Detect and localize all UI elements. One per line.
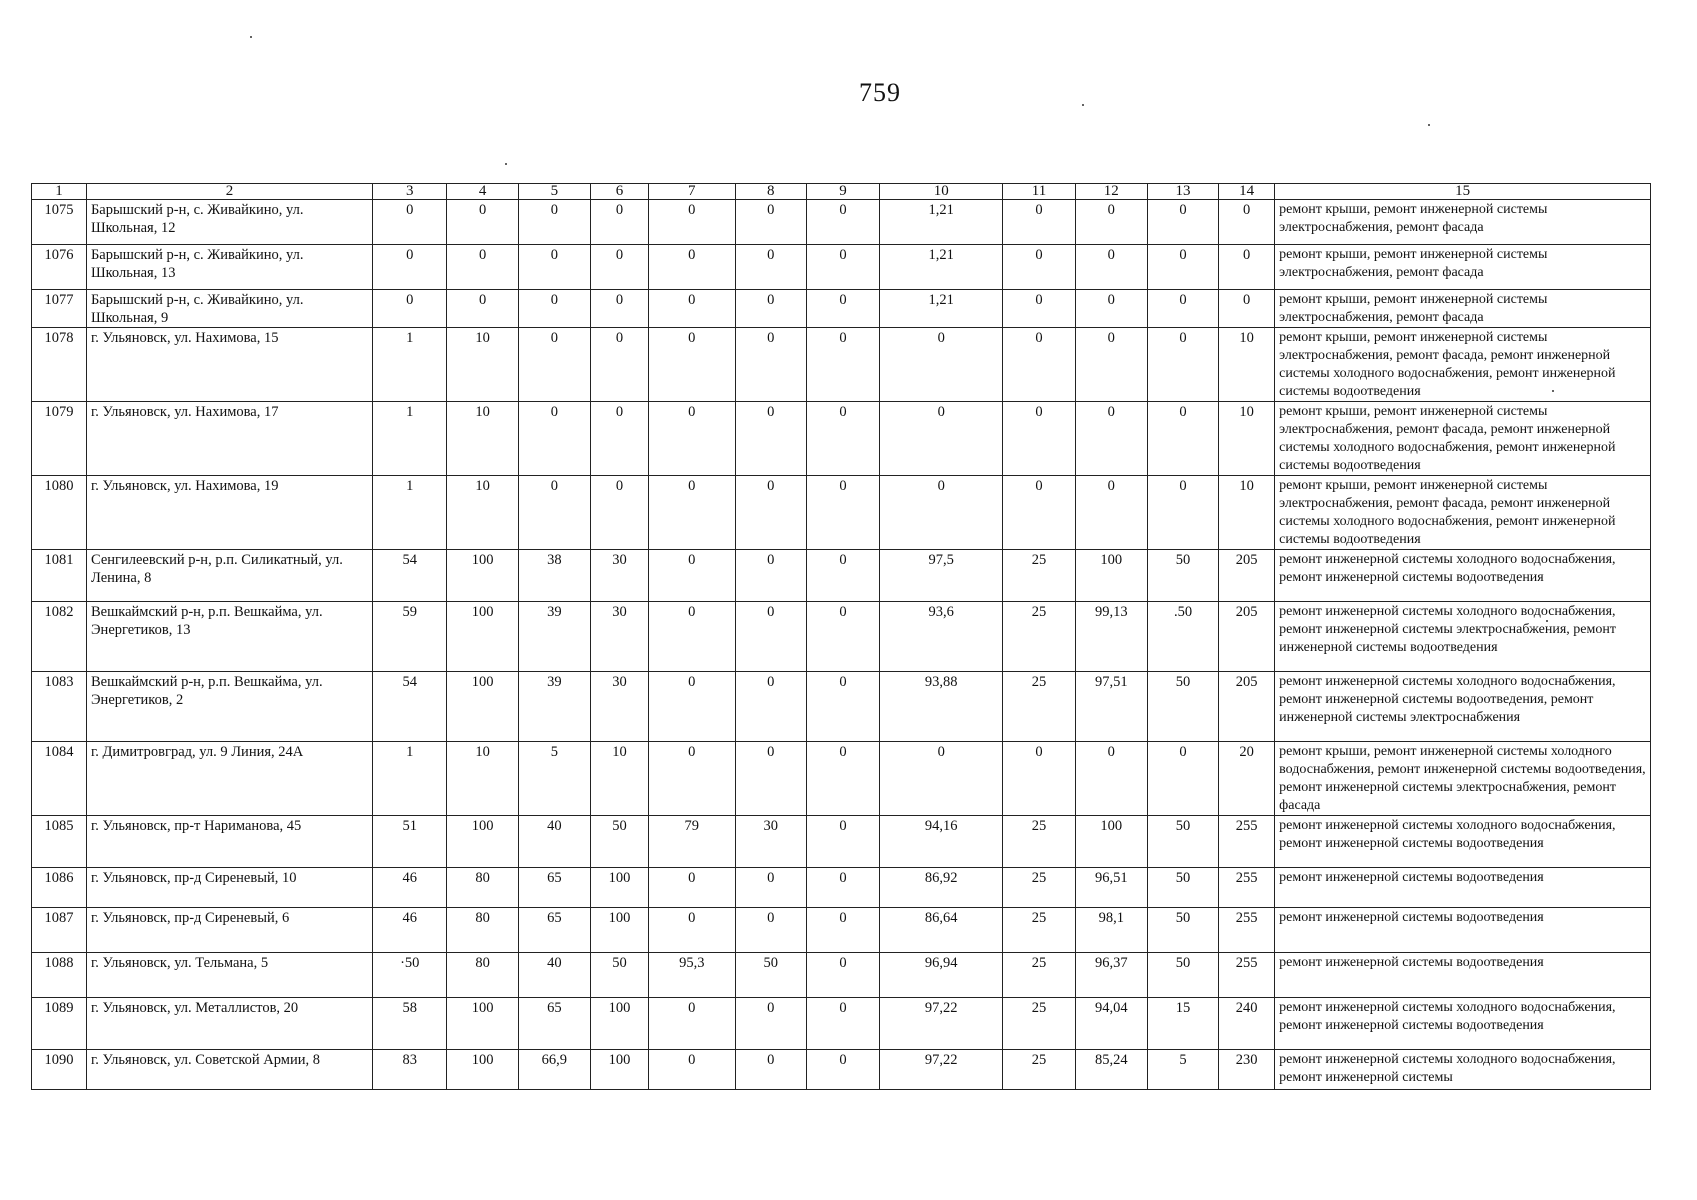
row-number-cell: 1086 xyxy=(32,868,87,908)
value-cell: 100 xyxy=(447,816,518,868)
value-cell: 0 xyxy=(649,742,736,816)
value-cell: 39 xyxy=(518,602,590,672)
value-cell: 0 xyxy=(806,742,879,816)
value-cell: 50 xyxy=(1147,908,1218,953)
value-cell: 0 xyxy=(806,816,879,868)
table-row xyxy=(32,602,1651,672)
value-cell: 0 xyxy=(735,998,806,1050)
address-cell: г. Ульяновск, пр-т Нариманова, 45 xyxy=(86,816,372,868)
value-cell: 10 xyxy=(1219,328,1275,402)
value-cell: 0 xyxy=(590,328,648,402)
value-cell: 205 xyxy=(1219,602,1275,672)
address-cell: г. Ульяновск, ул. Советской Армии, 8 xyxy=(86,1050,372,1090)
value-cell: 99,13 xyxy=(1075,602,1147,672)
value-cell: 79 xyxy=(649,816,736,868)
value-cell: 65 xyxy=(518,908,590,953)
value-cell: 0 xyxy=(518,245,590,290)
column-header: 8 xyxy=(735,184,806,200)
value-cell: 100 xyxy=(447,1050,518,1090)
value-cell: 0 xyxy=(1147,742,1218,816)
value-cell: 0 xyxy=(735,328,806,402)
value-cell: 0 xyxy=(1075,290,1147,328)
value-cell: 0 xyxy=(518,290,590,328)
value-cell: 0 xyxy=(735,245,806,290)
value-cell: 0 xyxy=(373,245,447,290)
value-cell: 86,92 xyxy=(880,868,1003,908)
value-cell: 0 xyxy=(1075,245,1147,290)
table-row xyxy=(32,550,1651,602)
value-cell: 0 xyxy=(649,602,736,672)
value-cell: 0 xyxy=(518,328,590,402)
value-cell: 40 xyxy=(518,953,590,998)
value-cell: 66,9 xyxy=(518,1050,590,1090)
value-cell: 0 xyxy=(880,402,1003,476)
address-cell: г. Ульяновск, ул. Нахимова, 17 xyxy=(86,402,372,476)
table-row xyxy=(32,476,1651,550)
address-cell: Барышский р-н, с. Живайкино, ул. Школьная, 12 xyxy=(86,200,372,245)
value-cell: 0 xyxy=(1147,290,1218,328)
value-cell: 0 xyxy=(1075,742,1147,816)
column-header: 5 xyxy=(518,184,590,200)
value-cell: 94,04 xyxy=(1075,998,1147,1050)
value-cell: 50 xyxy=(1147,953,1218,998)
value-cell: 80 xyxy=(447,953,518,998)
value-cell: 46 xyxy=(373,908,447,953)
value-cell: 40 xyxy=(518,816,590,868)
row-number-cell: 1075 xyxy=(32,200,87,245)
table-row xyxy=(32,1050,1651,1090)
repair-works-cell: ремонт инженерной системы холодного водоснабжения, ремонт инженерной системы водоотведения xyxy=(1275,816,1651,868)
value-cell: 0 xyxy=(806,476,879,550)
value-cell: 100 xyxy=(590,908,648,953)
value-cell: 86,64 xyxy=(880,908,1003,953)
address-cell: Сенгилеевский р-н, р.п. Силикатный, ул. Ленина, 8 xyxy=(86,550,372,602)
value-cell: 1,21 xyxy=(880,290,1003,328)
scan-speck xyxy=(505,163,507,165)
repair-works-cell: ремонт крыши, ремонт инженерной системы электроснабжения, ремонт фасада, ремонт инженерной системы холодного водоснабжения, ремонт инженерной системы водоотведения xyxy=(1275,402,1651,476)
column-header: 3 xyxy=(373,184,447,200)
value-cell: 0 xyxy=(735,742,806,816)
value-cell: 0 xyxy=(735,476,806,550)
table-row xyxy=(32,402,1651,476)
value-cell: 255 xyxy=(1219,868,1275,908)
table-body xyxy=(32,200,1651,1090)
value-cell: 50 xyxy=(1147,672,1218,742)
value-cell: 0 xyxy=(1147,402,1218,476)
value-cell: 39 xyxy=(518,672,590,742)
value-cell: 100 xyxy=(590,1050,648,1090)
value-cell: 0 xyxy=(447,200,518,245)
value-cell: 0 xyxy=(518,200,590,245)
value-cell: 25 xyxy=(1003,550,1075,602)
value-cell: 30 xyxy=(735,816,806,868)
column-header: 7 xyxy=(649,184,736,200)
column-header: 10 xyxy=(880,184,1003,200)
value-cell: 0 xyxy=(590,476,648,550)
value-cell: 98,1 xyxy=(1075,908,1147,953)
value-cell: 0 xyxy=(518,402,590,476)
value-cell: 0 xyxy=(590,290,648,328)
value-cell: 0 xyxy=(735,1050,806,1090)
value-cell: 100 xyxy=(447,550,518,602)
column-header: 9 xyxy=(806,184,879,200)
value-cell: 10 xyxy=(1219,402,1275,476)
repair-works-cell: ремонт инженерной системы холодного водоснабжения, ремонт инженерной системы водоотведения, ремонт инженерной системы электроснабжения xyxy=(1275,672,1651,742)
value-cell: 50 xyxy=(590,953,648,998)
value-cell: 0 xyxy=(518,476,590,550)
column-header: 2 xyxy=(86,184,372,200)
value-cell: 96,51 xyxy=(1075,868,1147,908)
value-cell: 0 xyxy=(447,245,518,290)
value-cell: 205 xyxy=(1219,672,1275,742)
row-number-cell: 1083 xyxy=(32,672,87,742)
value-cell: 0 xyxy=(649,402,736,476)
value-cell: 0 xyxy=(1147,328,1218,402)
column-header: 11 xyxy=(1003,184,1075,200)
value-cell: 0 xyxy=(1003,328,1075,402)
value-cell: 0 xyxy=(806,672,879,742)
value-cell: 25 xyxy=(1003,953,1075,998)
column-header: 6 xyxy=(590,184,648,200)
value-cell: 205 xyxy=(1219,550,1275,602)
value-cell: 0 xyxy=(735,908,806,953)
value-cell: 0 xyxy=(806,200,879,245)
value-cell: 0 xyxy=(806,550,879,602)
value-cell: 0 xyxy=(1075,200,1147,245)
value-cell: 50 xyxy=(1147,816,1218,868)
value-cell: 0 xyxy=(649,290,736,328)
value-cell: 0 xyxy=(806,1050,879,1090)
value-cell: 0 xyxy=(806,290,879,328)
value-cell: 0 xyxy=(373,200,447,245)
value-cell: 0 xyxy=(1003,402,1075,476)
value-cell: 0 xyxy=(735,200,806,245)
value-cell: 0 xyxy=(1219,245,1275,290)
table-row xyxy=(32,245,1651,290)
value-cell: 25 xyxy=(1003,602,1075,672)
value-cell: 0 xyxy=(806,953,879,998)
value-cell: 100 xyxy=(1075,816,1147,868)
value-cell: 85,24 xyxy=(1075,1050,1147,1090)
value-cell: 97,51 xyxy=(1075,672,1147,742)
table-row xyxy=(32,672,1651,742)
address-cell: г. Ульяновск, ул. Тельмана, 5 xyxy=(86,953,372,998)
value-cell: .50 xyxy=(1147,602,1218,672)
row-number-cell: 1089 xyxy=(32,998,87,1050)
value-cell: 0 xyxy=(1147,245,1218,290)
value-cell: 0 xyxy=(735,868,806,908)
row-number-cell: 1085 xyxy=(32,816,87,868)
repair-works-cell: ремонт крыши, ремонт инженерной системы электроснабжения, ремонт фасада, ремонт инженерной системы холодного водоснабжения, ремонт инженерной системы водоотведения xyxy=(1275,476,1651,550)
value-cell: 25 xyxy=(1003,868,1075,908)
value-cell: 58 xyxy=(373,998,447,1050)
value-cell: 0 xyxy=(649,998,736,1050)
value-cell: 25 xyxy=(1003,1050,1075,1090)
value-cell: 0 xyxy=(590,402,648,476)
row-number-cell: 1076 xyxy=(32,245,87,290)
repair-works-cell: ремонт крыши, ремонт инженерной системы электроснабжения, ремонт фасада xyxy=(1275,200,1651,245)
value-cell: 0 xyxy=(1003,290,1075,328)
address-cell: г. Ульяновск, ул. Нахимова, 19 xyxy=(86,476,372,550)
address-cell: Барышский р-н, с. Живайкино, ул. Школьная, 13 xyxy=(86,245,372,290)
value-cell: 10 xyxy=(590,742,648,816)
value-cell: 0 xyxy=(649,672,736,742)
column-header: 13 xyxy=(1147,184,1218,200)
row-number-cell: 1080 xyxy=(32,476,87,550)
row-number-cell: 1088 xyxy=(32,953,87,998)
value-cell: 10 xyxy=(447,328,518,402)
value-cell: 100 xyxy=(1075,550,1147,602)
value-cell: 0 xyxy=(1147,200,1218,245)
value-cell: 0 xyxy=(649,245,736,290)
value-cell: 50 xyxy=(1147,868,1218,908)
value-cell: 0 xyxy=(1075,328,1147,402)
repair-works-cell: ремонт инженерной системы водоотведения xyxy=(1275,868,1651,908)
value-cell: 97,22 xyxy=(880,998,1003,1050)
value-cell: 100 xyxy=(447,672,518,742)
value-cell: 25 xyxy=(1003,672,1075,742)
value-cell: 0 xyxy=(1075,402,1147,476)
repair-works-cell: ремонт крыши, ремонт инженерной системы электроснабжения, ремонт фасада xyxy=(1275,245,1651,290)
value-cell: 54 xyxy=(373,550,447,602)
repair-works-cell: ремонт инженерной системы водоотведения xyxy=(1275,953,1651,998)
value-cell: 80 xyxy=(447,908,518,953)
value-cell: 0 xyxy=(1147,476,1218,550)
scan-speck xyxy=(1082,104,1084,106)
value-cell: 5 xyxy=(1147,1050,1218,1090)
value-cell: ·50 xyxy=(373,953,447,998)
table-row xyxy=(32,953,1651,998)
table-row xyxy=(32,200,1651,245)
value-cell: 0 xyxy=(806,908,879,953)
value-cell: 0 xyxy=(735,290,806,328)
address-cell: г. Ульяновск, пр-д Сиреневый, 10 xyxy=(86,868,372,908)
value-cell: 1 xyxy=(373,328,447,402)
value-cell: 1 xyxy=(373,476,447,550)
value-cell: 255 xyxy=(1219,953,1275,998)
address-cell: г. Ульяновск, ул. Металлистов, 20 xyxy=(86,998,372,1050)
value-cell: 50 xyxy=(1147,550,1218,602)
value-cell: 25 xyxy=(1003,816,1075,868)
value-cell: 0 xyxy=(649,908,736,953)
column-header: 14 xyxy=(1219,184,1275,200)
repair-works-cell: ремонт крыши, ремонт инженерной системы холодного водоснабжения, ремонт инженерной системы водоотведения, ремонт инженерной системы электроснабжения, ремонт фасада xyxy=(1275,742,1651,816)
value-cell: 0 xyxy=(806,402,879,476)
value-cell: 20 xyxy=(1219,742,1275,816)
value-cell: 1,21 xyxy=(880,200,1003,245)
value-cell: 97,5 xyxy=(880,550,1003,602)
row-number-cell: 1082 xyxy=(32,602,87,672)
value-cell: 0 xyxy=(649,200,736,245)
repair-works-cell: ремонт крыши, ремонт инженерной системы электроснабжения, ремонт фасада, ремонт инженерной системы холодного водоснабжения, ремонт инженерной системы водоотведения xyxy=(1275,328,1651,402)
value-cell: 65 xyxy=(518,998,590,1050)
address-cell: г. Ульяновск, ул. Нахимова, 15 xyxy=(86,328,372,402)
row-number-cell: 1081 xyxy=(32,550,87,602)
table-row xyxy=(32,290,1651,328)
scan-speck xyxy=(1552,390,1554,392)
column-number-row xyxy=(32,184,1651,200)
value-cell: 0 xyxy=(806,328,879,402)
value-cell: 0 xyxy=(590,200,648,245)
row-number-cell: 1077 xyxy=(32,290,87,328)
value-cell: 100 xyxy=(590,998,648,1050)
value-cell: 255 xyxy=(1219,816,1275,868)
address-cell: Барышский р-н, с. Живайкино, ул. Школьная, 9 xyxy=(86,290,372,328)
value-cell: 100 xyxy=(447,602,518,672)
table-row xyxy=(32,908,1651,953)
scan-speck xyxy=(1546,620,1548,622)
scan-speck xyxy=(1428,124,1430,126)
capital-repair-table xyxy=(31,183,1651,1090)
value-cell: 93,6 xyxy=(880,602,1003,672)
value-cell: 96,94 xyxy=(880,953,1003,998)
value-cell: 0 xyxy=(806,868,879,908)
value-cell: 0 xyxy=(590,245,648,290)
value-cell: 59 xyxy=(373,602,447,672)
value-cell: 83 xyxy=(373,1050,447,1090)
repair-works-cell: ремонт инженерной системы холодного водоснабжения, ремонт инженерной системы водоотведения xyxy=(1275,550,1651,602)
row-number-cell: 1087 xyxy=(32,908,87,953)
value-cell: 94,16 xyxy=(880,816,1003,868)
value-cell: 0 xyxy=(880,328,1003,402)
row-number-cell: 1079 xyxy=(32,402,87,476)
value-cell: 0 xyxy=(806,245,879,290)
scan-speck xyxy=(250,36,252,38)
value-cell: 51 xyxy=(373,816,447,868)
value-cell: 0 xyxy=(649,868,736,908)
value-cell: 0 xyxy=(649,1050,736,1090)
value-cell: 30 xyxy=(590,550,648,602)
table-row xyxy=(32,998,1651,1050)
value-cell: 65 xyxy=(518,868,590,908)
value-cell: 100 xyxy=(590,868,648,908)
row-number-cell: 1078 xyxy=(32,328,87,402)
page-number: 759 xyxy=(859,78,901,107)
column-header: 1 xyxy=(32,184,87,200)
value-cell: 50 xyxy=(590,816,648,868)
value-cell: 54 xyxy=(373,672,447,742)
repair-works-cell: ремонт инженерной системы холодного водоснабжения, ремонт инженерной системы электроснабжения, ремонт инженерной системы водоотведения xyxy=(1275,602,1651,672)
value-cell: 255 xyxy=(1219,908,1275,953)
value-cell: 0 xyxy=(880,742,1003,816)
value-cell: 0 xyxy=(649,476,736,550)
value-cell: 0 xyxy=(373,290,447,328)
value-cell: 38 xyxy=(518,550,590,602)
value-cell: 0 xyxy=(649,328,736,402)
value-cell: 96,37 xyxy=(1075,953,1147,998)
value-cell: 5 xyxy=(518,742,590,816)
address-cell: г. Ульяновск, пр-д Сиреневый, 6 xyxy=(86,908,372,953)
value-cell: 0 xyxy=(1003,742,1075,816)
value-cell: 1,21 xyxy=(880,245,1003,290)
value-cell: 1 xyxy=(373,742,447,816)
value-cell: 0 xyxy=(880,476,1003,550)
value-cell: 0 xyxy=(447,290,518,328)
value-cell: 0 xyxy=(1219,290,1275,328)
value-cell: 0 xyxy=(1003,245,1075,290)
address-cell: Вешкаймский р-н, р.п. Вешкайма, ул. Энергетиков, 13 xyxy=(86,602,372,672)
value-cell: 10 xyxy=(1219,476,1275,550)
column-header: 12 xyxy=(1075,184,1147,200)
address-cell: Вешкаймский р-н, р.п. Вешкайма, ул. Энергетиков, 2 xyxy=(86,672,372,742)
value-cell: 46 xyxy=(373,868,447,908)
table-row xyxy=(32,328,1651,402)
value-cell: 0 xyxy=(806,602,879,672)
value-cell: 0 xyxy=(1003,476,1075,550)
value-cell: 0 xyxy=(735,602,806,672)
value-cell: 230 xyxy=(1219,1050,1275,1090)
value-cell: 15 xyxy=(1147,998,1218,1050)
value-cell: 0 xyxy=(735,672,806,742)
value-cell: 93,88 xyxy=(880,672,1003,742)
value-cell: 1 xyxy=(373,402,447,476)
address-cell: г. Димитровград, ул. 9 Линия, 24А xyxy=(86,742,372,816)
repair-works-cell: ремонт инженерной системы холодного водоснабжения, ремонт инженерной системы xyxy=(1275,1050,1651,1090)
value-cell: 10 xyxy=(447,742,518,816)
repair-works-cell: ремонт инженерной системы водоотведения xyxy=(1275,908,1651,953)
column-header: 4 xyxy=(447,184,518,200)
value-cell: 30 xyxy=(590,672,648,742)
value-cell: 0 xyxy=(735,550,806,602)
value-cell: 97,22 xyxy=(880,1050,1003,1090)
table-row xyxy=(32,868,1651,908)
value-cell: 0 xyxy=(1219,200,1275,245)
row-number-cell: 1084 xyxy=(32,742,87,816)
table-row xyxy=(32,742,1651,816)
value-cell: 100 xyxy=(447,998,518,1050)
value-cell: 80 xyxy=(447,868,518,908)
repair-works-cell: ремонт крыши, ремонт инженерной системы электроснабжения, ремонт фасада xyxy=(1275,290,1651,328)
value-cell: 95,3 xyxy=(649,953,736,998)
value-cell: 0 xyxy=(1003,200,1075,245)
value-cell: 10 xyxy=(447,402,518,476)
repair-works-cell: ремонт инженерной системы холодного водоснабжения, ремонт инженерной системы водоотведения xyxy=(1275,998,1651,1050)
value-cell: 240 xyxy=(1219,998,1275,1050)
table-row xyxy=(32,816,1651,868)
value-cell: 10 xyxy=(447,476,518,550)
value-cell: 0 xyxy=(1075,476,1147,550)
value-cell: 0 xyxy=(806,998,879,1050)
value-cell: 0 xyxy=(649,550,736,602)
value-cell: 0 xyxy=(735,402,806,476)
value-cell: 30 xyxy=(590,602,648,672)
row-number-cell: 1090 xyxy=(32,1050,87,1090)
value-cell: 25 xyxy=(1003,998,1075,1050)
value-cell: 25 xyxy=(1003,908,1075,953)
column-header: 15 xyxy=(1275,184,1651,200)
value-cell: 50 xyxy=(735,953,806,998)
